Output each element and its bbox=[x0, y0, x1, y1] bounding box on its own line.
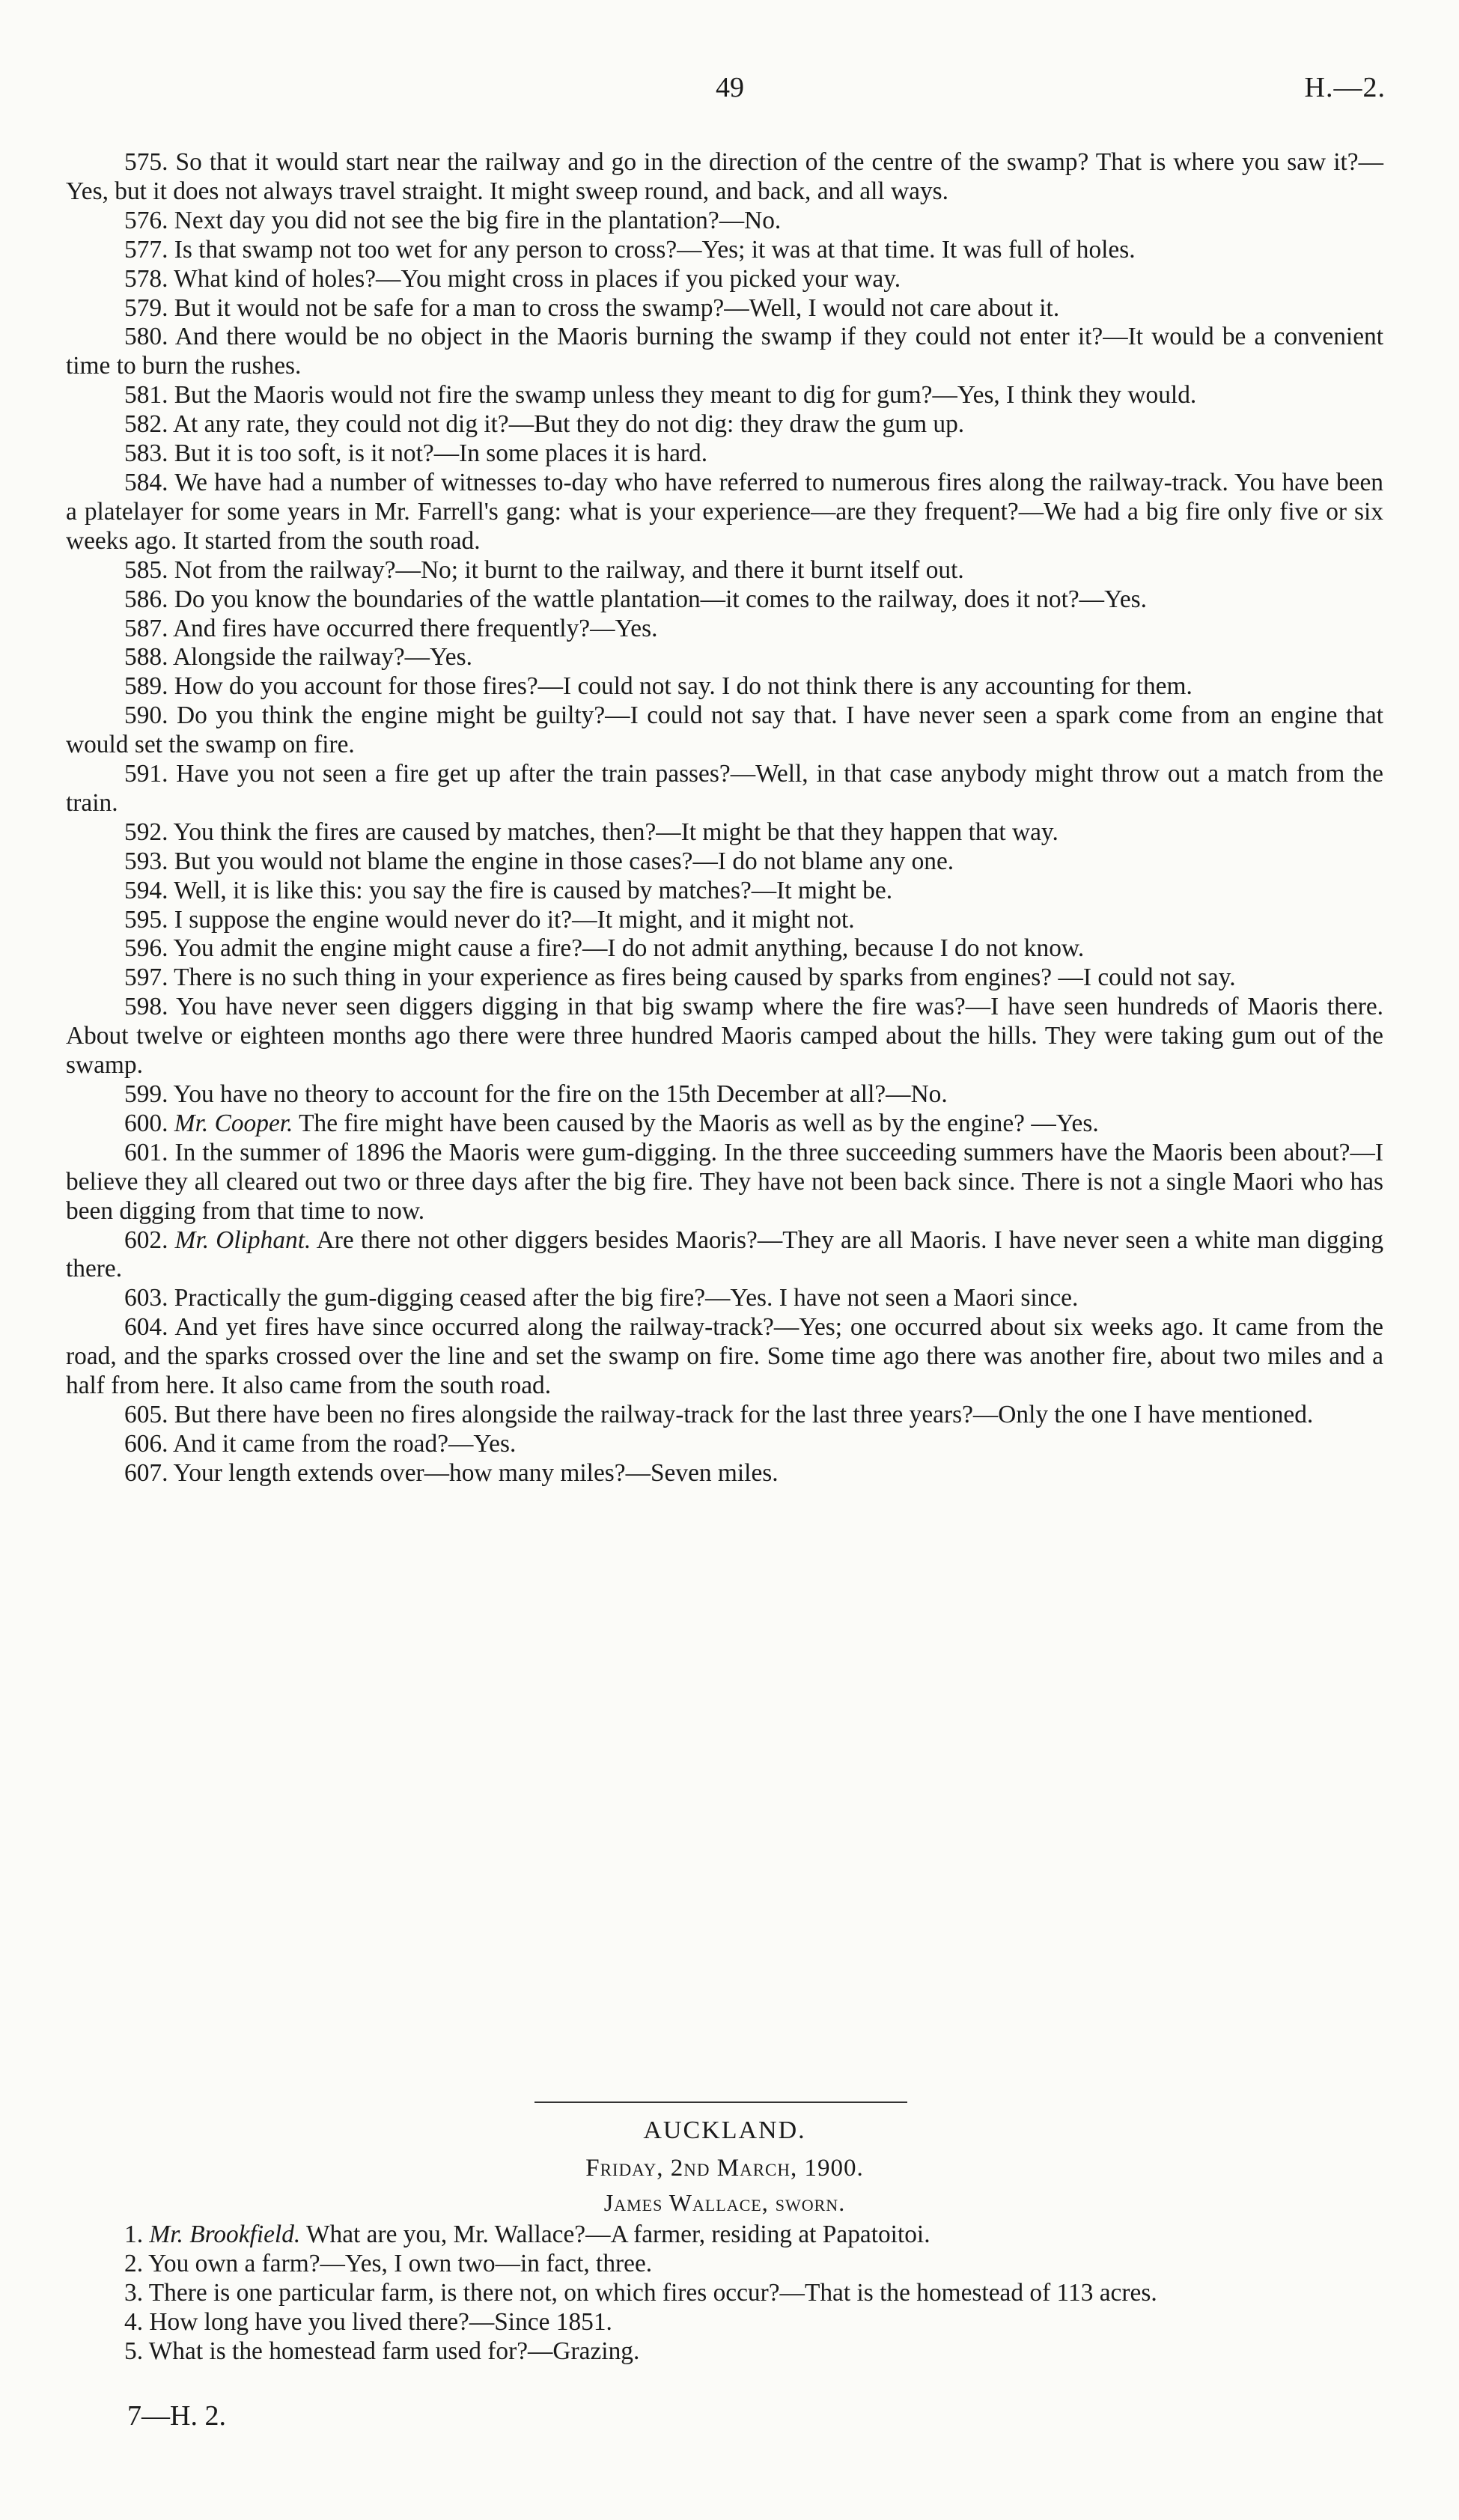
speaker-name: Mr. Oliphant. bbox=[174, 1226, 311, 1254]
question-paragraph: 600. Mr. Cooper. The fire might have been caused by the Maoris as well as by the engine? —Yes. bbox=[124, 1109, 1099, 1137]
question-paragraph: 601. In the summer of 1896 the Maoris were gum-digging. In the three succeeding summers have the Maoris been about?—I believe they all cleared out two or three days after the big fire. They have not been back since. There is not a single Maori who has been digging from that time to now. bbox=[66, 1138, 1383, 1225]
question-paragraph: 606. And it came from the road?—Yes. bbox=[124, 1429, 517, 1458]
section-date: Friday, 2nd March, 1900. bbox=[585, 2155, 864, 2182]
question-paragraph: 2. You own a farm?—Yes, I own two—in fact, three. bbox=[124, 2249, 653, 2277]
question-paragraph: 577. Is that swamp not too wet for any person to cross?—Yes; it was at that time. It was full of holes. bbox=[124, 235, 1136, 264]
question-paragraph: 582. At any rate, they could not dig it?—But they do not dig: they draw the gum up. bbox=[124, 410, 965, 439]
question-paragraph: 576. Next day you did not see the big fire in the plantation?—No. bbox=[124, 206, 782, 234]
speaker-name: Mr. Brookfield. bbox=[149, 2221, 301, 2248]
section-heading: AUCKLAND. bbox=[643, 2116, 806, 2144]
question-paragraph: 580. And there would be no object in the Maoris burning the swamp if they could not enter it?—It would be a convenient time to burn the rushes. bbox=[66, 323, 1383, 380]
question-paragraph: 602. Mr. Oliphant. Are there not other diggers besides Maoris?—They are all Maoris. I have never seen a white man digging there. bbox=[66, 1226, 1384, 1283]
question-paragraph: 605. But there have been no fires alongside the railway-track for the last three years?—Only the one I have mentioned. bbox=[124, 1400, 1314, 1428]
question-paragraph: 587. And fires have occurred there frequently?—Yes. bbox=[124, 614, 658, 642]
question-paragraph: 595. I suppose the engine would never do it?—It might, and it might not. bbox=[124, 905, 855, 934]
witness-name: James Wallace, sworn. bbox=[603, 2189, 846, 2216]
question-paragraph: 584. We have had a number of witnesses to-day who have referred to numerous fires along the railway-track. You have been a platelayer for some years in Mr. Farrell's gang: what is your experience—are they frequent?—We had a big fire only five or six weeks ago. It started from the south road. bbox=[66, 468, 1383, 555]
section-body bbox=[66, 2221, 1383, 2367]
question-paragraph: 592. You think the fires are caused by matches, then?—It might be that they happen that way. bbox=[124, 818, 1059, 846]
question-paragraph: 599. You have no theory to account for the fire on the 15th December at all?—No. bbox=[124, 1080, 948, 1108]
question-paragraph: 1. Mr. Brookfield. What are you, Mr. Wallace?—A farmer, residing at Papatoitoi. bbox=[124, 2221, 930, 2248]
question-paragraph: 588. Alongside the railway?—Yes. bbox=[124, 643, 472, 672]
question-paragraph: 598. You have never seen diggers digging in that big swamp where the fire was?—I have seen hundreds of Maoris there. About twelve or eighteen months ago there were three hundred Maoris camped about the hills. They were taking gum out of the swamp. bbox=[66, 993, 1383, 1080]
page-number: 49 bbox=[716, 72, 744, 103]
question-paragraph: 579. But it would not be safe for a man to cross the swamp?—Well, I would not care about it. bbox=[124, 293, 1060, 322]
question-paragraph: 589. How do you account for those fires?—I could not say. I do not think there is any accounting for them. bbox=[124, 672, 1193, 701]
question-paragraph: 3. There is one particular farm, is there not, on which fires occur?—That is the homestead of 113 acres. bbox=[124, 2278, 1157, 2307]
question-paragraph: 581. But the Maoris would not fire the swamp unless they meant to dig for gum?—Yes, I think they would. bbox=[124, 381, 1197, 410]
question-paragraph: 585. Not from the railway?—No; it burnt to the railway, and there it burnt itself out. bbox=[124, 556, 964, 584]
question-paragraph: 593. But you would not blame the engine in those cases?—I do not blame any one. bbox=[124, 847, 954, 875]
question-paragraph: 597. There is no such thing in your experience as fires being caused by sparks from engines? —I could not say. bbox=[124, 964, 1236, 992]
question-paragraph: 583. But it is too soft, is it not?—In some places it is hard. bbox=[124, 439, 708, 468]
auckland-section bbox=[66, 2116, 1383, 2367]
evidence-body bbox=[66, 148, 1383, 1488]
question-paragraph: 4. How long have you lived there?—Since 1851. bbox=[124, 2307, 612, 2336]
question-paragraph: 586. Do you know the boundaries of the wattle plantation—it comes to the railway, does it not?—Yes. bbox=[124, 585, 1147, 613]
question-paragraph: 5. What is the homestead farm used for?—Grazing. bbox=[124, 2337, 640, 2365]
sheet-signature: 7—H. 2. bbox=[127, 2400, 226, 2432]
question-paragraph: 604. And yet fires have since occurred along the railway-track?—Yes; one occurred about six weeks ago. It came from the road, and the sparks crossed over the line and set the swamp on fire. Some time ago there was another fire, about two miles and a half from here. It also came from the south road. bbox=[66, 1313, 1383, 1400]
question-paragraph: 596. You admit the engine might cause a fire?—I do not admit anything, because I do not know. bbox=[124, 934, 1085, 963]
question-paragraph: 603. Practically the gum-digging ceased after the big fire?—Yes. I have not seen a Maori since. bbox=[124, 1284, 1079, 1312]
question-paragraph: 607. Your length extends over—how many miles?—Seven miles. bbox=[124, 1458, 779, 1487]
question-paragraph: 578. What kind of holes?—You might cross in places if you picked your way. bbox=[124, 264, 901, 293]
speaker-name: Mr. Cooper. bbox=[174, 1109, 293, 1137]
question-paragraph: 590. Do you think the engine might be guilty?—I could not say that. I have never seen a spark come from an engine that would set the swamp on fire. bbox=[66, 701, 1383, 759]
question-paragraph: 575. So that it would start near the railway and go in the direction of the centre of the swamp? That is where you saw it?—Yes, but it does not always travel straight. It might sweep round, and back, and all ways. bbox=[66, 148, 1383, 205]
question-paragraph: 591. Have you not seen a fire get up after the train passes?—Well, in that case anybody might throw out a match from the train. bbox=[66, 760, 1383, 817]
question-paragraph: 594. Well, it is like this: you say the fire is caused by matches?—It might be. bbox=[124, 876, 893, 904]
document-reference: H.—2. bbox=[1304, 72, 1386, 103]
section-divider bbox=[534, 2101, 907, 2103]
